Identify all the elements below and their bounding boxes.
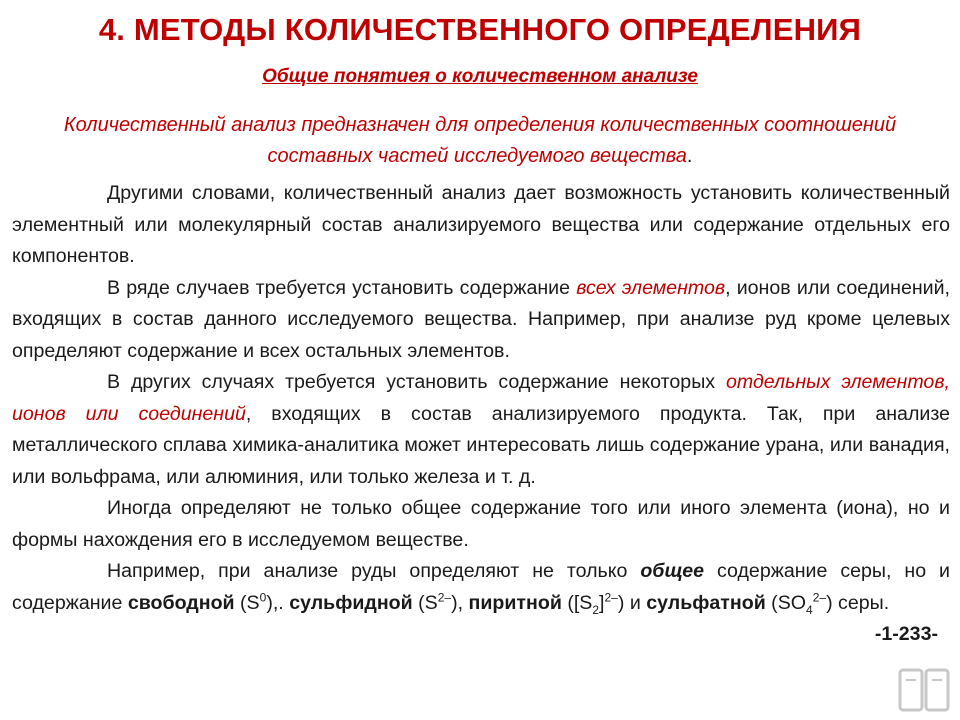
p5-word-sulfate: сульфатной: [646, 591, 766, 614]
p3-text-a: В других случаях требуется установить содержание некоторых: [107, 371, 726, 393]
formula-sulfide-close: ),: [451, 591, 469, 614]
formula-sulfate-sup: 2–: [812, 589, 827, 604]
paragraph-5: [12, 556, 950, 645]
page-number: -1-233-: [874, 623, 938, 645]
formula-pyrite-open: ([S: [561, 591, 593, 614]
formula-sulfate-sub: 4: [806, 602, 813, 617]
formula-pyrite-sub: 2: [592, 602, 600, 617]
p3-highlight: отдельных элементов, ионов или соединений: [12, 371, 950, 425]
watermark-logo-icon: [896, 660, 954, 718]
p5-text-a: Например, при анализе руды определяют не только: [107, 560, 641, 582]
formula-pyrite-sup: 2–: [604, 589, 618, 604]
p5-word-pyrite: пиритной: [468, 591, 562, 614]
p5-text-b: содержание серы, но и содержание: [12, 560, 950, 614]
p2-highlight: всех элементов: [576, 276, 726, 299]
paragraph-1: Другими словами, количественный анализ дает возможность установить количественный элементный или молекулярный состав анализируемого вещества или содержание отдельных его компонентов.: [12, 182, 950, 267]
p2-text-b: , ионов или соединений, входящих в состав данного исследуемого вещества. Например, при анализе руд кроме целевых определяют содержание и всех остальных элементов.: [12, 276, 951, 362]
formula-pyrite-close: ) и: [617, 591, 647, 614]
page-title: 4. МЕТОДЫ КОЛИЧЕСТВЕННОГО ОПРЕДЕЛЕНИЯ: [98, 12, 862, 47]
formula-free-sup: 0: [259, 589, 267, 604]
formula-sulfate-close: ) серы.: [826, 591, 890, 614]
section-subtitle: Общие понятиея о количественном анализе: [262, 66, 698, 87]
paragraph-2: [12, 273, 950, 368]
p5-word-sulfide: сульфидной: [289, 591, 413, 614]
p3-text-b: , входящих в состав анализируемого продукта. Так, при анализе металлического сплава химика-аналитика может интересовать лишь содержание урана, или ванадия, или вольфрама, или алюминия, или только железа и т. д.: [12, 402, 950, 488]
body-text: [12, 178, 950, 651]
formula-free-close: ),.: [266, 591, 290, 614]
formula-sulfide-sup: 2–: [437, 589, 452, 604]
p5-word-total: общее: [640, 560, 705, 582]
intro-period: .: [686, 145, 693, 167]
p2-text-a: В ряде случаев требуется установить содержание: [107, 276, 577, 299]
p5-word-free: свободной: [127, 591, 235, 614]
formula-free-open: (S: [234, 591, 260, 614]
formula-sulfide-open: (S: [412, 591, 438, 614]
formula-pyrite-mid: ]: [599, 591, 605, 614]
intro-text: Количественный анализ предназначен для определения количественных соотношений составных частей исследуемого вещества: [63, 114, 897, 167]
paragraph-4: Иногда определяют не только общее содержание того или иного элемента (иона), но и формы нахождения его в исследуемом веществе.: [12, 497, 950, 551]
intro-definition: [30, 110, 930, 172]
formula-sulfate-open: (SO: [765, 591, 807, 614]
paragraph-3: [12, 367, 950, 493]
